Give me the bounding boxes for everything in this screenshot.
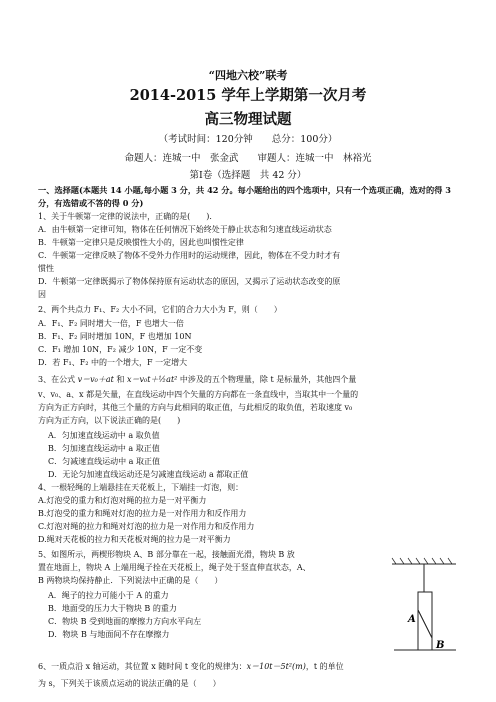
q3-line-1 [38, 374, 470, 386]
label-b: B [436, 640, 445, 651]
q3-text: 3、在公式 [38, 375, 78, 384]
exam-authors: 命题人：连城一中 张金武 审题人：连城一中 林裕光 [124, 153, 372, 164]
q3-text: 中涉及的五个物理量，除 t 是标量外，其他四个量 [177, 375, 357, 384]
q2-option-a: A．F₁、F₂ 同时增大一倍，F 也增大一倍 [38, 319, 184, 328]
q3-option-a: A．匀加速直线运动中 a 取负值 [48, 431, 160, 440]
q3-formula-velocity: v＝v₀＋at [77, 375, 114, 384]
q4-option-a: A.灯泡受的重力和灯泡对绳的拉力是一对平衡力 [38, 496, 207, 505]
q1-stem: 1、关于牛顿第一定律的说法中，正确的是( )． [38, 212, 218, 221]
q3-line-2: v、v₀、a、x 都是矢量，在直线运动中四个矢量的方向都在一条直线中，当取其中一个量的 [38, 390, 359, 399]
q1-option-b: B．牛顿第一定律只是反映惯性大小的，因此也叫惯性定律 [38, 238, 244, 247]
q6-text: ，t 的单位 [305, 662, 344, 671]
q4-option-c: C.灯泡对绳的拉力和绳对灯泡的拉力是一对作用力和反作用力 [38, 522, 255, 531]
q1-option-c-cont: 惯性 [38, 264, 54, 273]
q3-option-c: C．匀减速直线运动中 a 取正值 [48, 457, 160, 466]
q5-line-2: 置在地面上，物块 A 上端用绳子拴在天花板上，绳子处于竖直伸直状态，A、 [38, 563, 311, 572]
q6-line-1 [38, 661, 470, 673]
q2-option-d: D．若 F₁、F₂ 中的一个增大，F 一定增大 [38, 358, 188, 367]
subject-title: 高三物理试题 [204, 111, 292, 128]
volume-heading: 第Ⅰ卷（选择题 共 42 分） [189, 170, 307, 181]
q4-stem: 4、一根轻绳的上端悬挂在天花板上，下端挂一灯泡，则： [38, 483, 244, 492]
q2-option-c: C．F₁ 增加 10N，F₂ 减少 10N，F 一定不变 [38, 345, 203, 354]
q1-option-c: C．牛顿第一定律反映了物体不受外力作用时的运动规律，因此，物体在不受力时才有 [38, 251, 341, 260]
q3-option-d: D．无论匀加速直线运动还是匀减速直线运动 a 都取正值 [48, 470, 249, 479]
q5-line-1: 5、如图所示，两楔形物块 A、B 部分靠在一起，接触面光滑，物块 B 放 [38, 550, 295, 559]
q1-option-a: A．由牛顿第一定律可知，物体在任何情况下始终处于静止状态和匀速直线运动状态 [38, 225, 332, 234]
q2-stem: 2、两个共点力 F₁、F₂ 大小不同，它们的合力大小为 F，则（ ） [38, 305, 282, 314]
q5-line-3: B 两物块均保持静止．下列说法中正确的是（ ） [38, 576, 223, 585]
ceiling-hatching [392, 558, 452, 564]
q6-text: 6、一质点沿 x 轴运动，其位置 x 随时间 t 变化的规律为： [38, 662, 247, 671]
wedge-blocks-figure [384, 550, 464, 665]
q5-option-d: D．物块 B 与地面间不存在摩擦力 [48, 630, 170, 639]
exam-title: 2014-2015 学年上学期第一次月考 [129, 87, 367, 104]
section-heading: 一、选择题(本题共 14 小题,每小题 3 分，共 42 分。每小题给出的四个选项中，只有一个选项正确，选对的得 3 分，有选错或不答的得 0 分) [38, 185, 451, 208]
q1-option-d: D．牛顿第一定律既揭示了物体保持原有运动状态的原因，又揭示了运动状态改变的原 [38, 277, 341, 286]
q1-option-d-cont: 因 [38, 290, 46, 299]
q6-line-2: 为 s，下列关于该质点运动的说法正确的是（ ） [38, 679, 221, 688]
q3-option-b: B．匀加速直线运动中 a 取正值 [48, 444, 160, 453]
q3-text: 和 [113, 375, 127, 384]
q3-line-3: 方向为正方向时，其他三个量的方向与此相同的取正值，与此相反的取负值，若取速度 v₀ [38, 403, 353, 412]
q3-line-4: 方向为正方向，以下说法正确的是( ) [38, 416, 181, 425]
q5-option-b: B．地面受的压力大于物块 B 的重力 [48, 604, 177, 613]
exam-time-score: （考试时间：120分钟 总分：100分） [158, 134, 338, 145]
q5-option-a: A．绳子的拉力可能小于 A 的重力 [48, 591, 169, 600]
school-title: “四地六校”联考 [208, 69, 288, 82]
q6-formula: x＝10t－5t²(m) [246, 662, 306, 671]
q5-option-c: C．物块 B 受到地面的摩擦力方向水平向左 [48, 617, 202, 626]
q4-option-d: D.绳对天花板的拉力和天花板对绳的拉力是一对平衡力 [38, 535, 231, 544]
q4-option-b: B.灯泡受的重力和绳对灯泡的拉力是一对作用力和反作用力 [38, 509, 247, 518]
q3-formula-displacement: x＝v₀t＋½at² [126, 375, 178, 384]
q2-option-b: B．F₁、F₂ 同时增加 10N，F 也增加 10N [38, 332, 192, 341]
label-a: A [408, 614, 416, 625]
